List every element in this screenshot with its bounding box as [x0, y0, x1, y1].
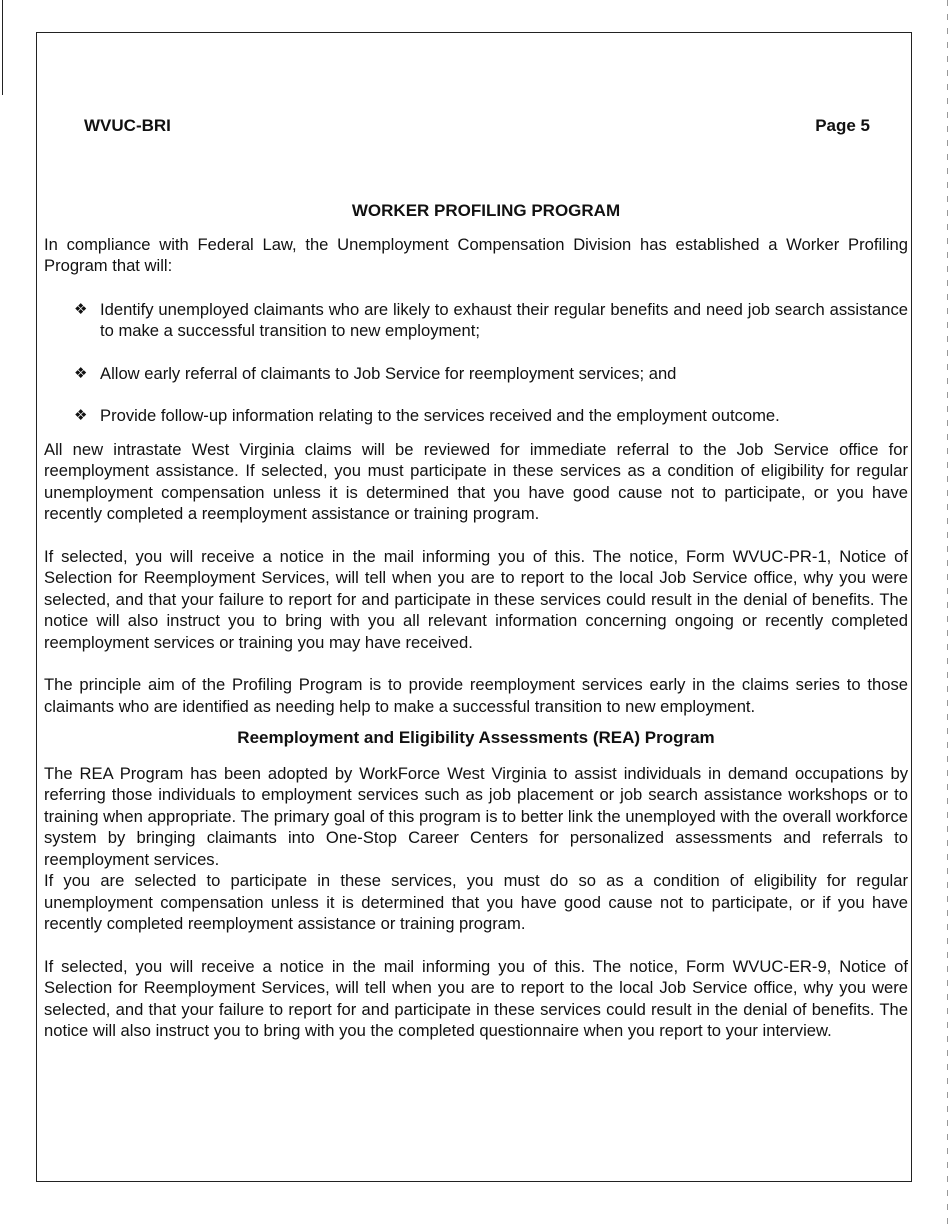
- paragraph-intro: In compliance with Federal Law, the Unemployment Compensation Division has established a Worker Profiling Program that will:: [44, 234, 908, 275]
- list-item-text: Identify unemployed claimants who are likely to exhaust their regular benefits and need job search assistance to make a successful transition to new employment;: [100, 299, 908, 340]
- bullet-list: [44, 277, 908, 427]
- diamond-bullet-icon: ❖: [74, 300, 88, 318]
- scan-edge-mark-left: [2, 0, 3, 95]
- scan-edge-mark-right: [947, 0, 948, 1230]
- paragraph-review: All new intrastate West Virginia claims will be reviewed for immediate referral to the Job Service office for reemployment assistance. If selected, you must participate in these services as a condition of eligibility for regular unemployment compensation unless it is determined that you have good cause not to participate, or you have recently completed a reemployment assistance or training program.: [44, 439, 908, 523]
- list-item-text: Provide follow-up information relating to the services received and the employment outcome.: [100, 406, 780, 425]
- diamond-bullet-icon: ❖: [74, 364, 88, 382]
- list-item: [44, 299, 908, 342]
- page-header: [84, 116, 870, 136]
- paragraph-rea-eligibility: If you are selected to participate in these services, you must do so as a condition of eligibility for regular unemployment compensation unless it is determined that you have good cause not to participate, or if you have recently completed reemployment assistance or training program.: [44, 871, 908, 933]
- paragraph-rea-intro: The REA Program has been adopted by WorkForce West Virginia to assist individuals in demand occupations by referring those individuals to employment services such as job placement or job search assistance workshops or to training when appropriate. The primary goal of this program is to better link the unemployed with the overall workforce system by bringing claimants into One-Stop Career Centers for personalized assessments and referrals to reemployment services.: [44, 763, 908, 869]
- list-item-text: Allow early referral of claimants to Job Service for reemployment services; and: [100, 363, 677, 383]
- list-item: [44, 405, 908, 427]
- document-code: WVUC-BRI: [84, 116, 171, 135]
- document-body: [44, 200, 908, 1063]
- paragraph-aim: The principle aim of the Profiling Program is to provide reemployment services early in the claims series to those claimants who are identified as needing help to make a successful transition to new employment.: [44, 675, 908, 716]
- diamond-bullet-icon: ❖: [74, 407, 88, 424]
- page-number: Page 5: [815, 116, 870, 135]
- section-title-rea: Reemployment and Eligibility Assessments (REA) Program: [237, 728, 715, 747]
- list-item: [44, 363, 908, 385]
- section-title-worker-profiling: WORKER PROFILING PROGRAM: [351, 201, 621, 220]
- paragraph-notice-pr1: If selected, you will receive a notice in the mail informing you of this. The notice, Form WVUC-PR-1, Notice of Selection for Reemployment Services, will tell when you are to report to the local Job Service office, why you were selected, and that your failure to report for and participate in these services could result in the denial of benefits. The notice will also instruct you to bring with you all relevant information concerning ongoing or recently completed reemployment services or training you may have received.: [44, 546, 908, 652]
- paragraph-notice-er9: If selected, you will receive a notice in the mail informing you of this. The notice, Form WVUC-ER-9, Notice of Selection for Reemployment Services, will tell when you are to report to the local Job Service office, why you were selected, and that your failure to report for and participate in these services could result in the denial of benefits. The notice will also instruct you to bring with you the completed questionnaire when you report to your interview.: [44, 956, 908, 1040]
